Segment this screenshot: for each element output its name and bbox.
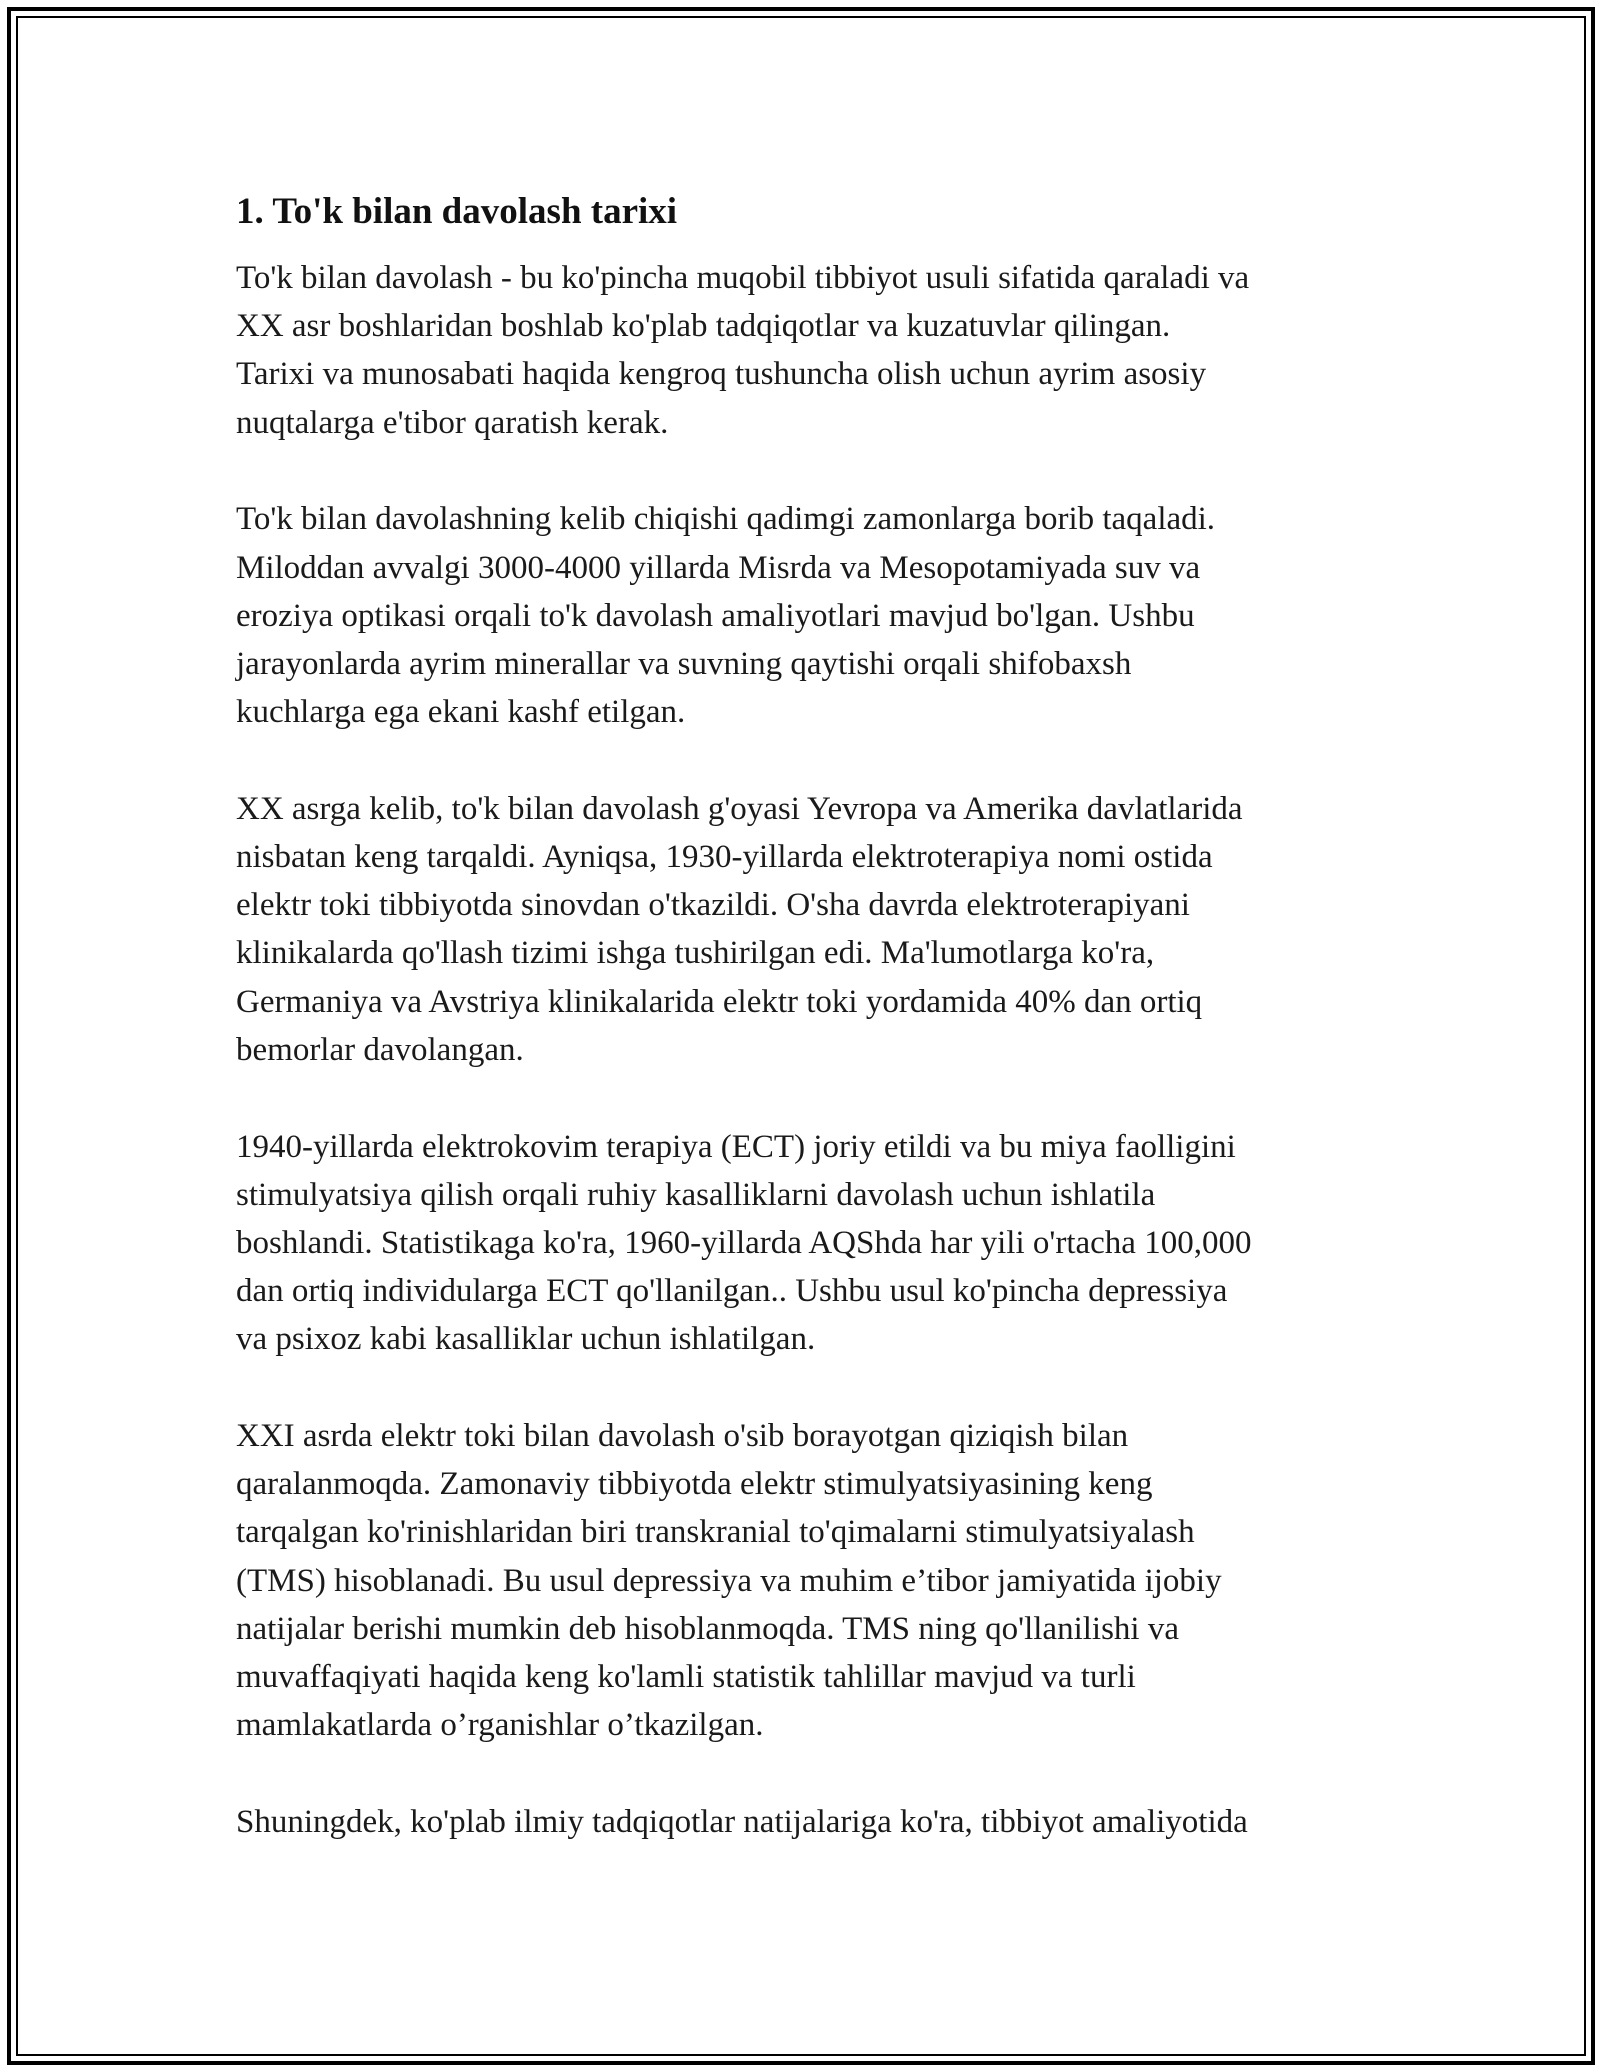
paragraph-intro: To'k bilan davolash - bu ko'pincha muqobil tibbiyot usuli sifatida qaraladi va XX asr boshlaridan boshlab ko'plab tadqiqotlar va kuzatuvlar qilingan. Tarixi va munosabati haqida kengroq tushuncha olish uchun ayrim asosiy nuqtalarga e'tibor qaratish kerak.: [236, 260, 1250, 441]
paragraph-continuation: Shuningdek, ko'plab ilmiy tadqiqotlar natijalariga ko'ra, tibbiyot amaliyotida: [236, 1803, 1248, 1840]
paragraph-20th-century: XX asrga kelib, to'k bilan davolash g'oyasi Yevropa va Amerika davlatlarida nisbatan keng tarqaldi. Ayniqsa, 1930-yillarda elektroterapiya nomi ostida elektr toki tibbiyotda sinovdan o'tkazildi. O'sha davrda elektroterapiyani klinikalarda qo'llash tizimi ishga tushirilgan edi. Ma'lumotlarga ko'ra, Germaniya va Avstriya klinikalarida elektr toki yordamida 40% dan ortiq bemorlar davolangan.: [236, 790, 1243, 1068]
paragraph-21st-century: XXI asrda elektr toki bilan davolash o'sib borayotgan qiziqish bilan qaralanmoqda. Zamonaviy tibbiyotda elektr stimulyatsiyasining keng tarqalgan ko'rinishlaridan biri transkranial to'qimalarni stimulyatsiyalash (TMS) hisoblanadi. Bu usul depressiya va muhim e’tibor jamiyatida ijobiy natijalar berishi mumkin deb hisoblanmoqda. TMS ning qo'llanilishi va muvaffaqiyati haqida keng ko'lamli statistik tahlillar mavjud va turli mamlakatlarda o’rganishlar o’tkazilgan.: [236, 1418, 1222, 1744]
document-body: [236, 188, 1386, 1846]
paragraph-ect: 1940-yillarda elektrokovim terapiya (ECT) joriy etildi va bu miya faolligini stimulyatsiya qilish orqali ruhiy kasalliklarni davolash uchun ishlatila boshlandi. Statistikaga ko'ra, 1960-yillarda AQShda har yili o'rtacha 100,000 dan ortiq individularga ECT qo'llanilgan.. Ushbu usul ko'pincha depressiya va psixoz kabi kasalliklar uchun ishlatilgan.: [236, 1128, 1252, 1358]
section-heading: 1. To'k bilan davolash tarixi: [236, 191, 678, 232]
paragraph-ancient-origins: To'k bilan davolashning kelib chiqishi qadimgi zamonlarga borib taqaladi. Miloddan avvalgi 3000-4000 yillarda Misrda va Mesopotamiyada suv va eroziya optikasi orqali to'k davolash amaliyotlari mavjud bo'lgan. Ushbu jarayonlarda ayrim minerallar va suvning qaytishi orqali shifobaxsh kuchlarga ega ekani kashf etilgan.: [236, 501, 1216, 731]
